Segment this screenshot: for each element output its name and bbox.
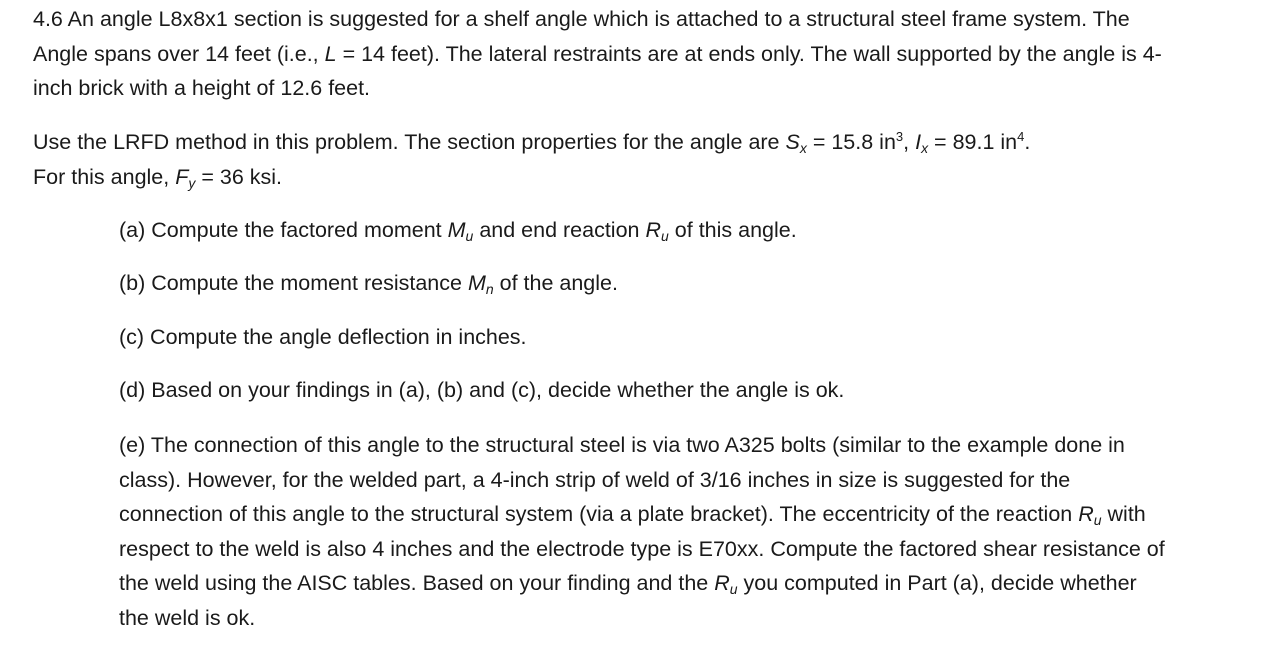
method-text-6: For this angle, — [33, 164, 176, 189]
part-a-text-1: (a) Compute the factored moment — [119, 218, 448, 242]
reaction-symbol-1: R — [1078, 502, 1094, 526]
method-text-3: , — [903, 130, 916, 154]
part-e — [119, 428, 1169, 635]
part-e-text-3: you computed in Part (a), decide whether the weld is ok. — [119, 571, 1137, 630]
section-modulus-symbol: S — [785, 130, 800, 154]
end-reaction-symbol: R — [645, 218, 662, 242]
part-b-text-2: of the angle. — [493, 271, 618, 295]
section-modulus-subscript: x — [799, 140, 807, 156]
factored-moment-symbol: M — [447, 218, 466, 242]
factored-moment-subscript: u — [465, 228, 474, 244]
moment-of-inertia-subscript: x — [921, 140, 929, 156]
part-d — [119, 373, 1239, 408]
length-symbol: L — [324, 41, 337, 66]
method-and-properties — [33, 125, 1233, 194]
part-d-text: (d) Based on your findings in (a), (b) and (c), decide whether the angle is ok. — [119, 378, 845, 402]
part-e-text-2: with respect to the weld is also 4 inches and the electrode type is E70xx. Compute the factored shear resistance of the weld using the AISC tables. Based on your finding and the — [119, 502, 1165, 595]
moment-of-inertia-symbol: I — [915, 130, 922, 154]
part-b-text-1: (b) Compute the moment resistance — [119, 271, 468, 295]
moment-resistance-subscript: n — [485, 281, 494, 297]
part-b — [119, 266, 1239, 301]
moment-resistance-symbol: M — [467, 271, 486, 295]
intro-text-2: = 14 feet). The lateral restraints are at ends only. The wall supported by the angle is 4-inch brick with a height of 12.6 feet. — [33, 41, 1162, 100]
intro-text-1: 4.6 An angle L8x8x1 section is suggested for a shelf angle which is attached to a structural steel frame system. The Angle spans over 14 feet (i.e., — [33, 7, 1130, 66]
end-reaction-subscript: u — [661, 228, 669, 244]
method-text-5: . — [1024, 130, 1031, 154]
method-text-4: = 89.1 in — [928, 130, 1018, 154]
cube-exponent: 3 — [895, 129, 904, 144]
reaction-subscript-2: u — [729, 581, 738, 597]
part-c-text: (c) Compute the angle deflection in inches. — [119, 325, 527, 349]
fourth-power-exponent: 4 — [1017, 129, 1025, 144]
part-a-text-2: and end reaction — [473, 218, 646, 242]
method-text-2: = 15.8 in — [806, 130, 896, 154]
part-a-text-3: of this angle. — [668, 218, 797, 242]
part-a — [119, 213, 1239, 248]
method-text-1: Use the LRFD method in this problem. The section properties for the angle are — [33, 130, 786, 154]
reaction-subscript-1: u — [1093, 512, 1102, 528]
part-e-text-1: (e) The connection of this angle to the structural steel is via two A325 bolts (similar to the example done in class). However, for the welded part, a 4-inch strip of weld of 3/16 inches in size is suggested for the connection of this angle to the structural system (via a plate bracket). The eccentricity of the reaction — [119, 433, 1125, 526]
reaction-symbol-2: R — [714, 571, 730, 595]
method-text-7: = 36 ksi. — [195, 164, 282, 189]
yield-stress-subscript: y — [188, 174, 196, 191]
yield-stress-symbol: F — [175, 164, 189, 189]
part-c — [119, 320, 1239, 355]
problem-statement-intro — [33, 2, 1173, 106]
